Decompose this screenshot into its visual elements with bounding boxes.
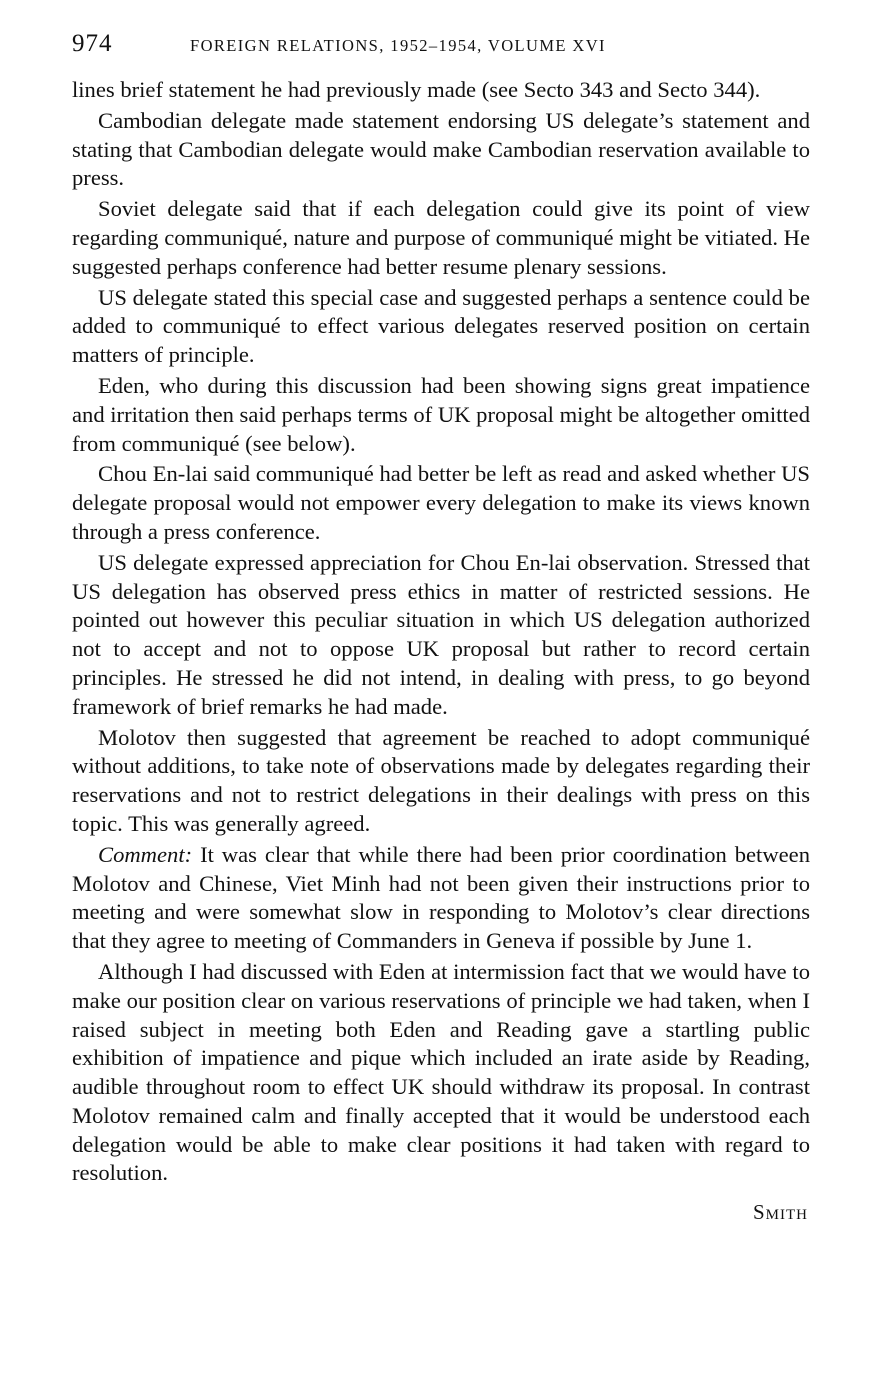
paragraph: US delegate stated this special case and suggested perhaps a sentence could be added to communiqué to effect various delegates reserved position on certain matters of principle. — [72, 284, 810, 368]
page-number: 974 — [72, 30, 113, 57]
paragraph: Molotov then suggested that agreement be reached to adopt communiqué without additions, to take note of observations made by delegates regarding their reservations and not to restrict delegations in their dealings with press on this topic. This was generally agreed. — [72, 724, 810, 836]
paragraph-continuation: lines brief statement he had previously made (see Secto 343 and Secto 344). — [72, 77, 761, 102]
paragraph: Soviet delegate said that if each delegation could give its point of view regarding communiqué, nature and purpose of communiqué might be vitiated. He suggested perhaps conference had better resume plenary sessions. — [72, 196, 810, 279]
comment-label: Comment: — [98, 841, 193, 867]
paragraph: Cambodian delegate made statement endorsing US delegate’s statement and stating that Cambodian delegate would make Cambodian reservation available to press. — [72, 107, 810, 191]
signature: Smith — [752, 1200, 808, 1225]
comment-text: It was clear that while there had been prior coordination between Molotov and Chinese, Viet Minh had not been given their instructions prior to meeting and were somewhat slow in responding to Molotov’s clear directions that they agree to meeting of Commanders in Geneva if possible by June 1. — [72, 841, 810, 954]
closing-paragraph: Although I had discussed with Eden at intermission fact that we would have to make our position clear on various reservations of principle we had taken, when I raised subject in meeting both Eden and Reading gave a startling public exhibition of impatience and pique which included an irate aside by Reading, audible throughout room to effect UK should withdraw its proposal. In contrast Molotov remained calm and finally accepted that it would be understood each delegation would be able to make clear positions it had taken with regard to resolution. — [72, 958, 810, 1186]
paragraph: Eden, who during this discussion had been showing signs great impatience and irritation then said perhaps terms of UK proposal might be altogether omitted from communiqué (see below). — [72, 372, 810, 456]
page-header — [72, 30, 810, 70]
paragraph: US delegate expressed appreciation for Chou En-lai observation. Stressed that US delegation has observed press ethics in matter of restricted sessions. He pointed out however this peculiar situation in which US delegation authorized not to accept and not to oppose UK proposal but rather to record certain principles. He stressed he did not intend, in dealing with press, to go beyond framework of brief remarks he had made. — [72, 549, 810, 719]
paragraph: Chou En-lai said communiqué had better be left as read and asked whether US delegate proposal would not empower every delegation to make its views known through a press conference. — [72, 461, 810, 544]
running-head: FOREIGN RELATIONS, 1952–1954, VOLUME XVI — [190, 36, 606, 55]
document-body — [72, 76, 810, 1227]
comment-paragraph — [72, 841, 810, 956]
